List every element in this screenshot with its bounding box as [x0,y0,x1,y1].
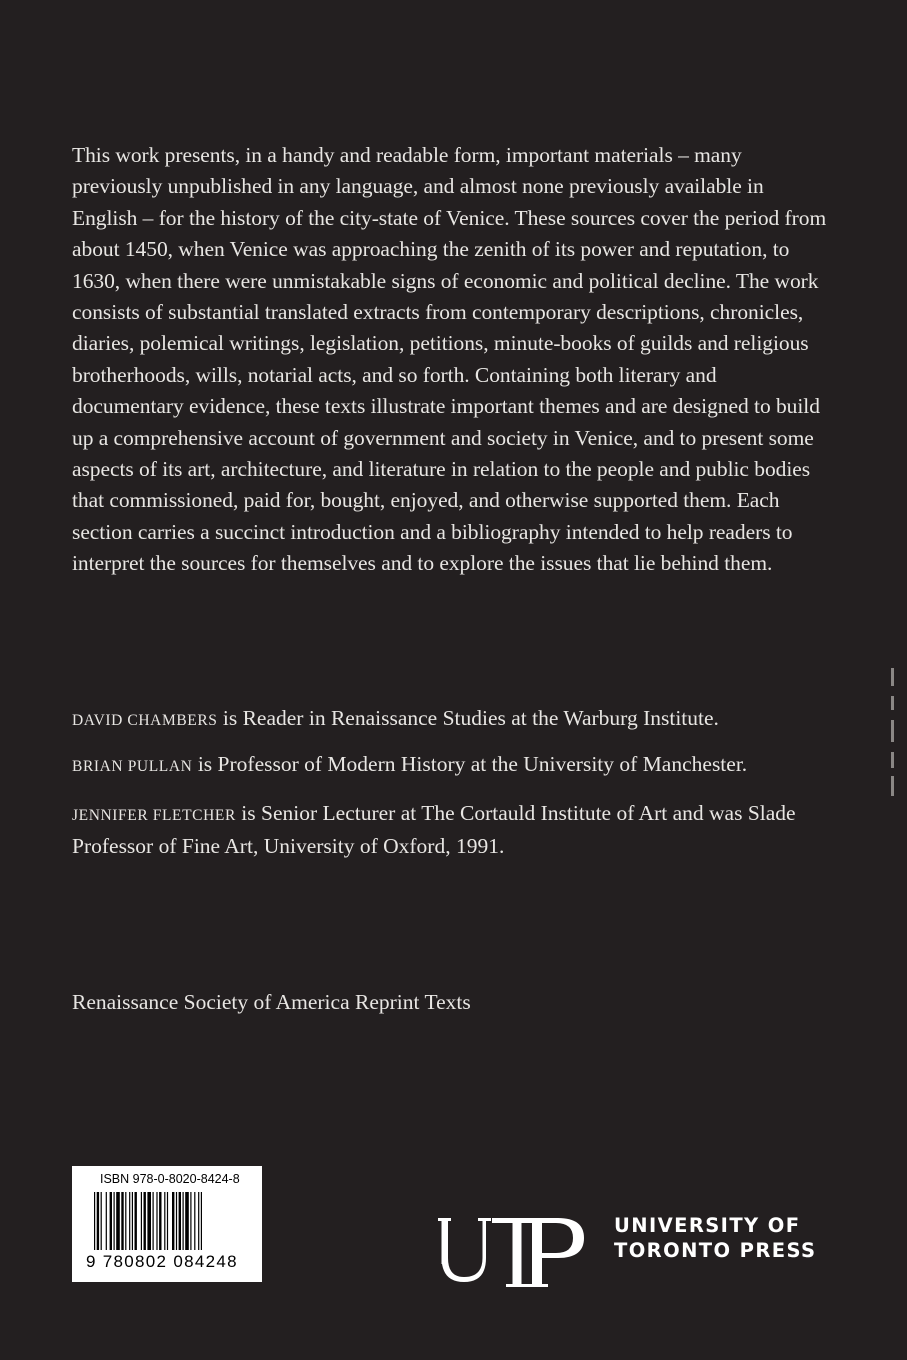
author-bio-text: is Reader in Renaissance Studies at the Warburg Institute. [217,706,719,730]
publisher-name [614,1213,817,1263]
barcode-digits: 9 780802 084248 [86,1252,238,1271]
author-name: BRIAN PULLAN [72,758,193,775]
publisher-line-1: UNIVERSITY OF [614,1214,801,1237]
utp-logo-icon [438,1208,588,1290]
author-bio-fletcher [72,798,832,863]
description-blurb: This work presents, in a handy and readable form, important materials – many previously unpublished in any language, and almost none previously available in English – for the history of the city-state of Venice. These sources cover the period from about 1450, when Venice was approaching the zenith of its power and reputation, to 1630, when there were unmistakable signs of economic and political decline. The work consists of substantial translated extracts from contemporary descriptions, chronicles, diaries, polemical writings, legislation, petitions, minute-books of guilds and religious brotherhoods, wills, notarial acts, and so forth. Containing both literary and documentary evidence, these texts illustrate important themes and are designed to build up a comprehensive account of government and society in Venice, and to present some aspects of its art, architecture, and literature in relation to the people and public bodies that commissioned, paid for, bought, enjoyed, and otherwise supported them. Each section carries a succinct introduction and a bibliography intended to help readers to interpret the sources for themselves and to explore the issues that lie behind them. [72,143,827,576]
author-name: DAVID CHAMBERS [72,712,218,729]
author-bio-pullan [72,749,832,782]
publisher-line-2: TORONTO PRESS [614,1239,817,1262]
barcode-bars [94,1192,244,1252]
author-bio-chambers [72,703,832,736]
isbn-label: ISBN 978-0-8020-8424-8 [100,1172,240,1186]
isbn-barcode [72,1166,262,1282]
author-bio-text: is Senior Lecturer at The Cortauld Institute of Art and was Slade Professor of Fine Art, University of Oxford, 1991. [72,801,796,859]
spine-edge-marks [889,668,897,798]
series-name: Renaissance Society of America Reprint Texts [72,990,471,1014]
author-bio-text: is Professor of Modern History at the University of Manchester. [192,752,748,776]
author-name: JENNIFER FLETCHER [72,807,236,824]
